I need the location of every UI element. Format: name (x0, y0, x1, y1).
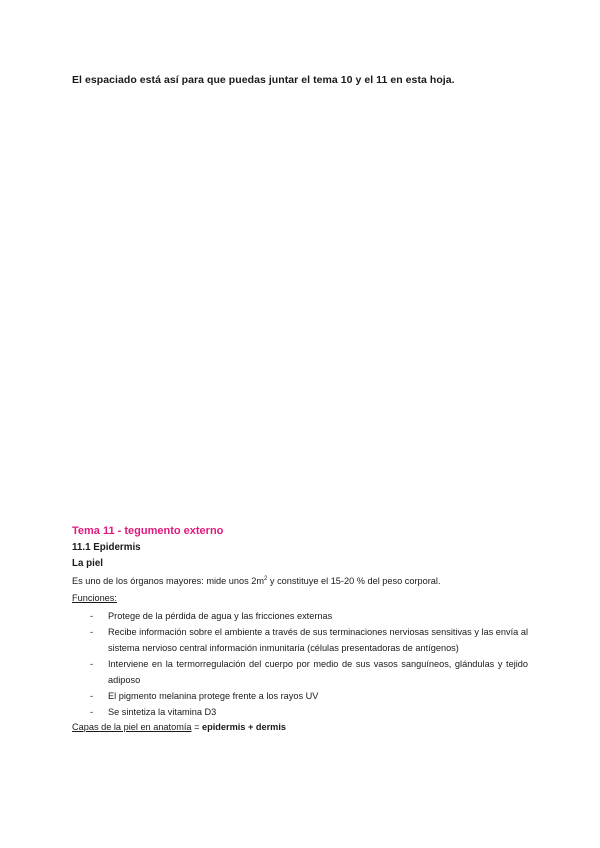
dash-bullet: - (90, 611, 94, 622)
list-item: - Recibe información sobre el ambiente a través de sus terminaciones nerviosas sensitivas y las envía al sistema nervioso central información inmunitaria (células presentadoras de antígenos) (72, 624, 528, 656)
functions-label: Funciones: (72, 593, 117, 604)
layers-value: epidermis + dermis (202, 722, 287, 733)
superscript-2: 2 (264, 576, 268, 582)
list-item: - Se sintetiza la vitamina D3 (72, 704, 528, 720)
list-item: - Protege de la pérdida de agua y las fricciones externas (72, 608, 528, 624)
list-item: - El pigmento melanina protege frente a los rayos UV (72, 688, 528, 704)
layers-line (72, 720, 528, 734)
list-item: - Interviene en la termorregulación del cuerpo por medio de sus vasos sanguíneos, glándulas y tejido adiposo (72, 656, 528, 688)
section-subtitle: 11.1 Epidermis (72, 542, 141, 553)
functions-list (72, 608, 528, 720)
intro-text-before: Es uno de los órganos mayores: mide unos 2m (72, 576, 265, 587)
section-tema-11 (72, 525, 528, 737)
dash-bullet: - (90, 659, 94, 670)
intro-text-after: y constituye el 15-20 % del peso corporal. (267, 576, 441, 587)
dash-bullet: - (90, 691, 94, 702)
layers-equals: = (191, 722, 203, 733)
subheading-la-piel: La piel (72, 558, 104, 569)
intro-paragraph (72, 572, 528, 588)
section-title: Tema 11 - tegumento externo (72, 525, 224, 537)
spacing-note: El espaciado está así para que puedas juntar el tema 10 y el 11 en esta hoja. (72, 74, 455, 86)
dash-bullet: - (90, 707, 94, 718)
dash-bullet: - (90, 627, 94, 638)
layers-label: Capas de la piel en anatomía (72, 722, 192, 733)
